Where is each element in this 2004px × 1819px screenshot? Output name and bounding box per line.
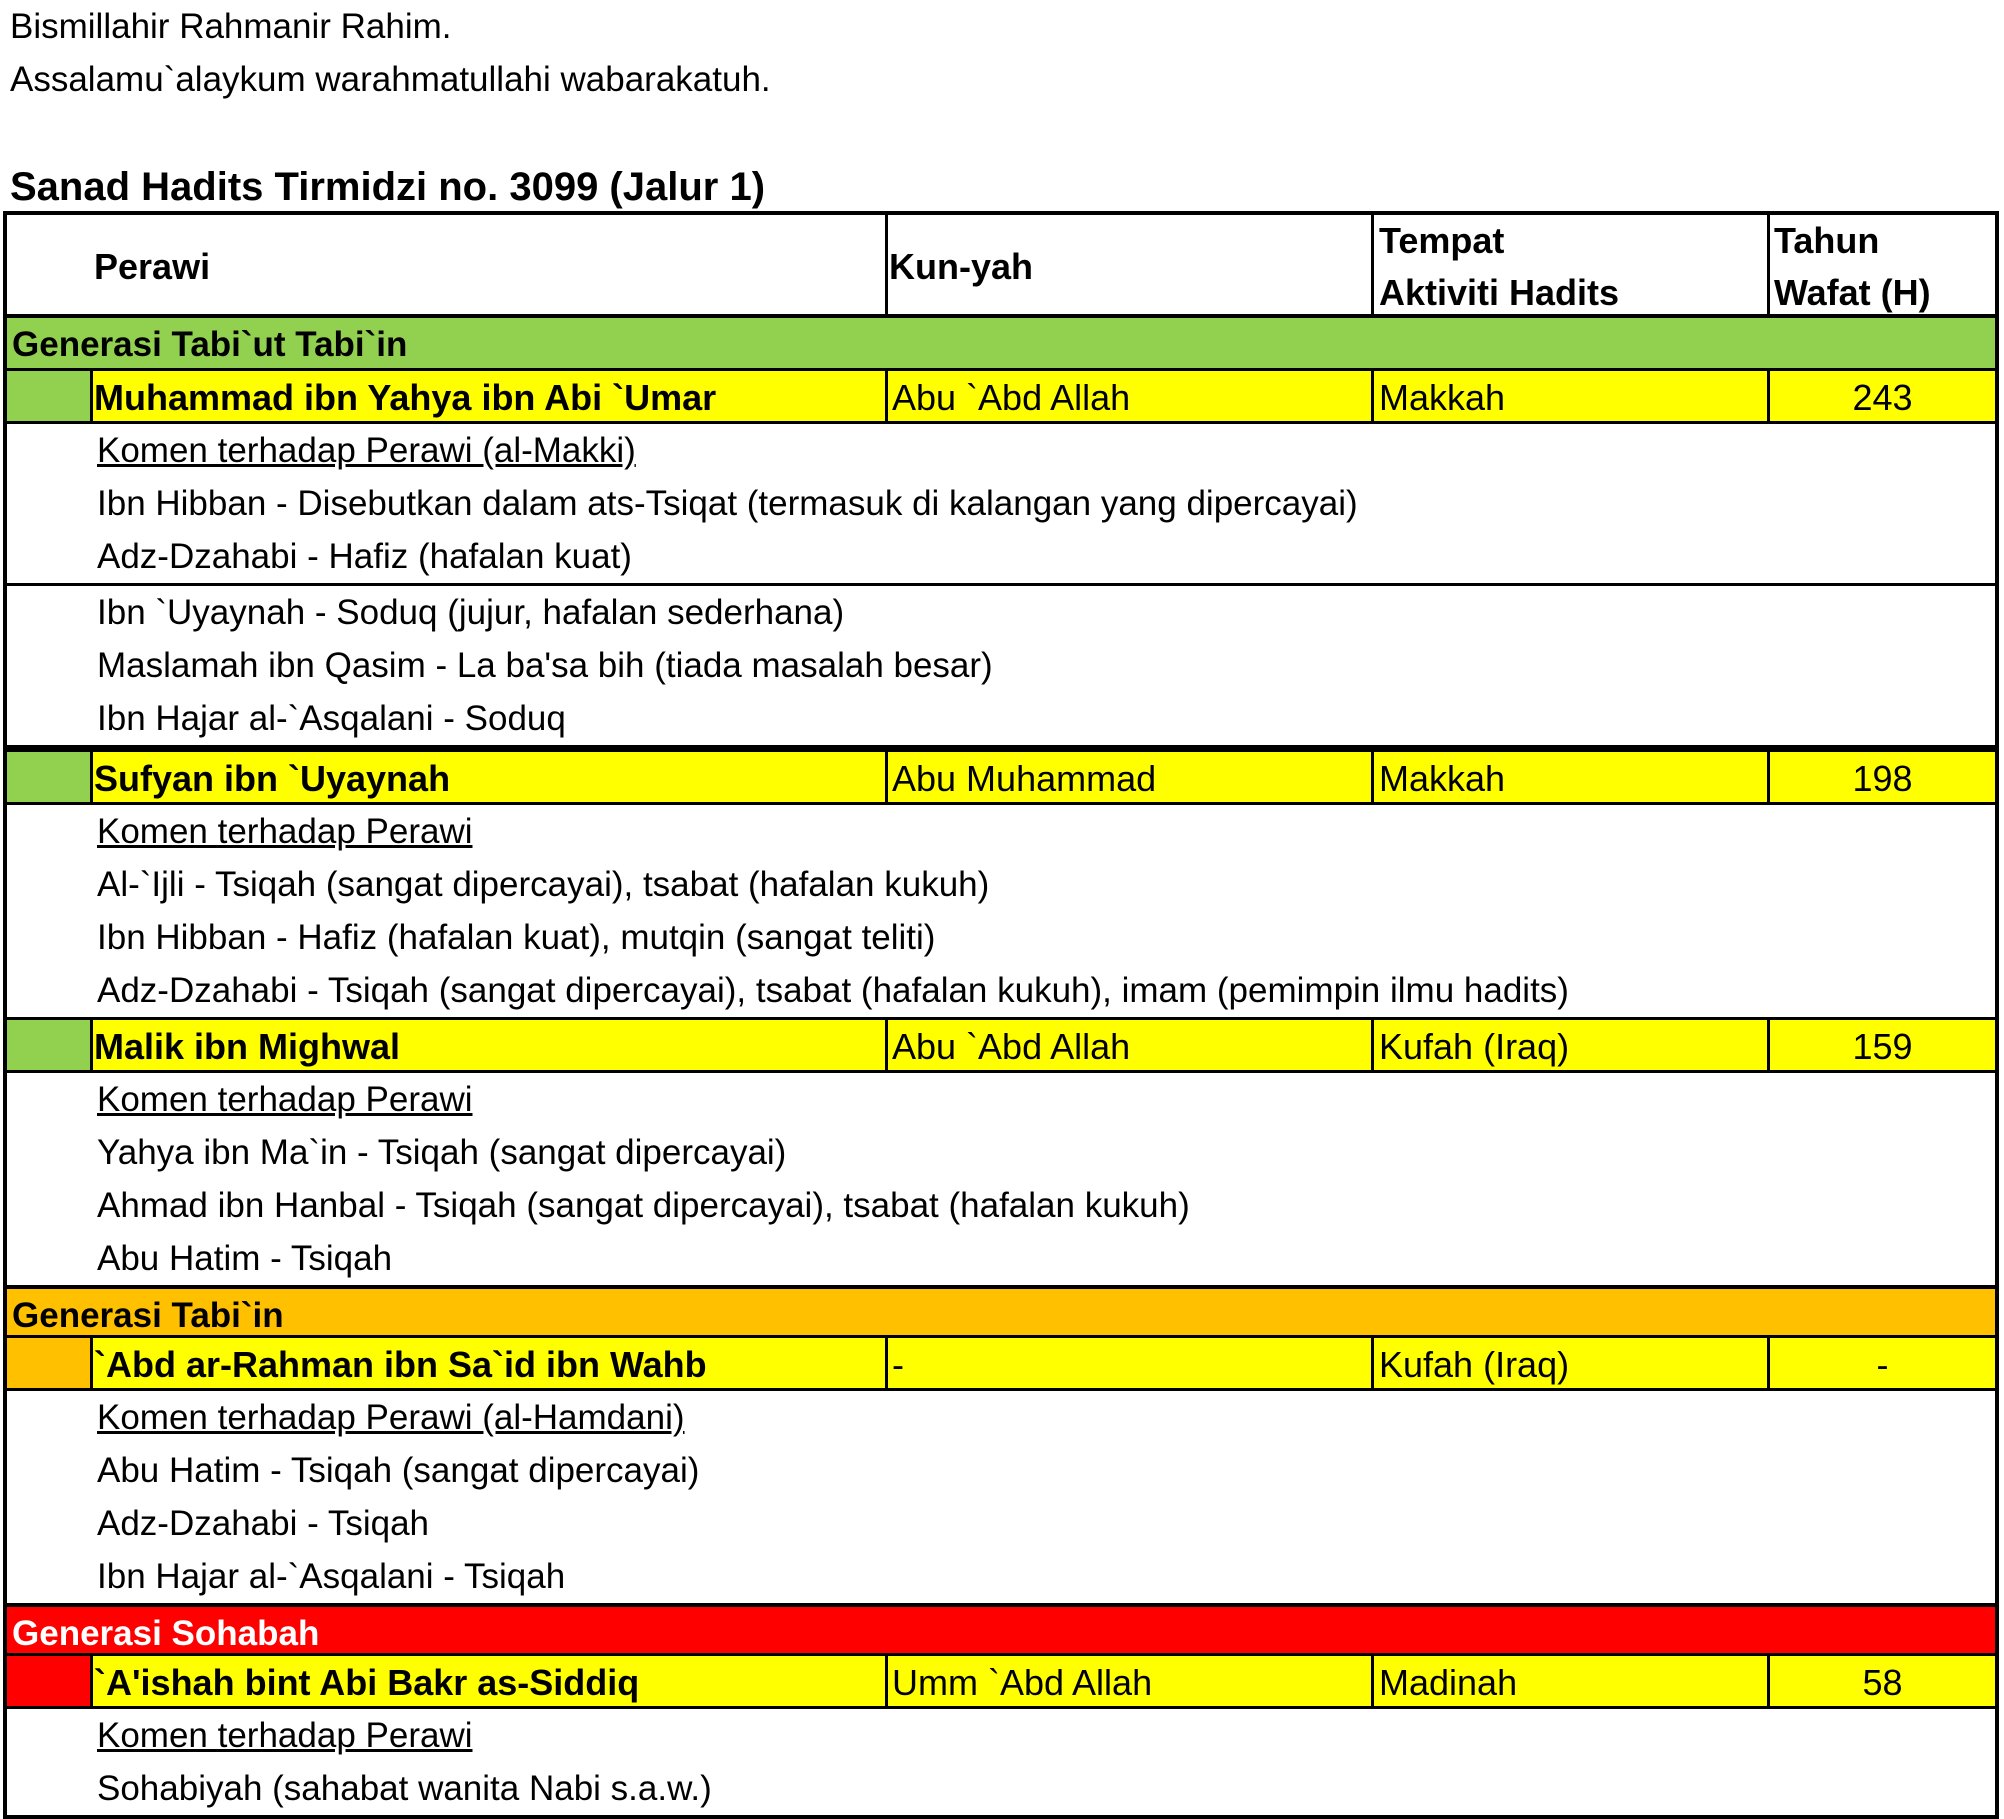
narrator-tempat: Kufah (Iraq) bbox=[1379, 1026, 1570, 1067]
comment-heading: Komen terhadap Perawi (al-Makki) bbox=[97, 431, 636, 470]
generation-swatch bbox=[7, 1338, 90, 1388]
narrator-tempat: Makkah bbox=[1379, 377, 1506, 418]
narrator-name: `A'ishah bint Abi Bakr as-Siddiq bbox=[94, 1662, 640, 1703]
generation-tabiut-tabiin: Generasi Tabi`ut Tabi`in bbox=[7, 318, 1995, 371]
intro-line-1: Bismillahir Rahmanir Rahim. bbox=[10, 7, 452, 46]
generation-swatch bbox=[7, 371, 90, 421]
comment-line: Ibn Hibban - Disebutkan dalam ats-Tsiqat (termasuk di kalangan yang dipercayai) bbox=[97, 484, 1358, 523]
comment-line: Adz-Dzahabi - Tsiqah (sangat dipercayai), tsabat (hafalan kukuh), imam (pemimpin ilmu hadits) bbox=[97, 971, 1569, 1010]
narrator-row bbox=[7, 371, 1995, 424]
comment-line: Sohabiyah (sahabat wanita Nabi s.a.w.) bbox=[97, 1769, 712, 1808]
comment-line: Maslamah ibn Qasim - La ba'sa bih (tiada masalah besar) bbox=[97, 646, 993, 685]
narrator-comments bbox=[7, 1073, 1995, 1285]
comment-line: Yahya ibn Ma`in - Tsiqah (sangat dipercayai) bbox=[97, 1133, 787, 1172]
sanad-table bbox=[3, 211, 1999, 1819]
comment-heading: Komen terhadap Perawi bbox=[97, 1716, 473, 1755]
comment-line: Ibn Hajar al-`Asqalani - Tsiqah bbox=[97, 1557, 566, 1596]
narrator-name: Muhammad ibn Yahya ibn Abi `Umar bbox=[94, 377, 717, 418]
narrator-comments bbox=[7, 424, 1995, 586]
narrator-tahun: 198 bbox=[1852, 758, 1913, 799]
narrator-row bbox=[7, 1020, 1995, 1073]
generation-swatch bbox=[7, 1656, 90, 1706]
comment-line: Ibn Hibban - Hafiz (hafalan kuat), mutqin (sangat teliti) bbox=[97, 918, 936, 957]
header-tempat bbox=[1379, 215, 1619, 314]
generation-tabiin: Generasi Tabi`in bbox=[7, 1285, 1995, 1338]
narrator-name: Sufyan ibn `Uyaynah bbox=[94, 758, 451, 799]
comment-line: Abu Hatim - Tsiqah bbox=[97, 1239, 393, 1278]
narrator-kunyah: - bbox=[892, 1344, 904, 1385]
page-title: Sanad Hadits Tirmidzi no. 3099 (Jalur 1) bbox=[10, 165, 766, 209]
comment-line: Ibn `Uyaynah - Soduq (jujur, hafalan sederhana) bbox=[97, 593, 845, 632]
generation-sohabah: Generasi Sohabah bbox=[7, 1603, 1995, 1656]
header-tempat-line1: Tempat bbox=[1379, 220, 1505, 261]
narrator-tempat: Madinah bbox=[1379, 1662, 1518, 1703]
header-kunyah: Kun-yah bbox=[889, 246, 1033, 287]
comment-heading: Komen terhadap Perawi bbox=[97, 1080, 473, 1119]
narrator-row bbox=[7, 752, 1995, 805]
narrator-kunyah: Abu `Abd Allah bbox=[892, 377, 1131, 418]
intro-line-2: Assalamu`alaykum warahmatullahi wabarakatuh. bbox=[10, 60, 771, 99]
header-perawi: Perawi bbox=[94, 246, 211, 287]
narrator-kunyah: Abu `Abd Allah bbox=[892, 1026, 1131, 1067]
table-header bbox=[7, 211, 1995, 318]
narrator-kunyah: Abu Muhammad bbox=[892, 758, 1157, 799]
generation-swatch bbox=[7, 752, 90, 802]
header-tahun-line2: Wafat (H) bbox=[1774, 272, 1931, 313]
header-tahun-line1: Tahun bbox=[1774, 220, 1880, 261]
comment-line: Adz-Dzahabi - Tsiqah bbox=[97, 1504, 430, 1543]
narrator-tahun: 58 bbox=[1862, 1662, 1903, 1703]
header-tahun bbox=[1774, 215, 1931, 314]
comment-line: Abu Hatim - Tsiqah (sangat dipercayai) bbox=[97, 1451, 700, 1490]
narrator-name: Malik ibn Mighwal bbox=[94, 1026, 401, 1067]
narrator-tempat: Kufah (Iraq) bbox=[1379, 1344, 1570, 1385]
narrator-tempat: Makkah bbox=[1379, 758, 1506, 799]
generation-swatch bbox=[7, 1020, 90, 1070]
comment-heading: Komen terhadap Perawi (al-Hamdani) bbox=[97, 1398, 685, 1437]
comment-line: Ahmad ibn Hanbal - Tsiqah (sangat dipercayai), tsabat (hafalan kukuh) bbox=[97, 1186, 1190, 1225]
narrator-comments-continued bbox=[7, 586, 1995, 752]
narrator-comments bbox=[7, 805, 1995, 1020]
narrator-name: `Abd ar-Rahman ibn Sa`id ibn Wahb bbox=[94, 1344, 707, 1385]
narrator-comments bbox=[7, 1391, 1995, 1603]
comment-line: Ibn Hajar al-`Asqalani - Soduq bbox=[97, 699, 566, 738]
narrator-tahun: - bbox=[1876, 1344, 1889, 1385]
narrator-tahun: 159 bbox=[1852, 1026, 1913, 1067]
comment-line: Al-`Ijli - Tsiqah (sangat dipercayai), tsabat (hafalan kukuh) bbox=[97, 865, 990, 904]
narrator-row bbox=[7, 1338, 1995, 1391]
header-tempat-line2: Aktiviti Hadits bbox=[1379, 272, 1620, 313]
comment-heading: Komen terhadap Perawi bbox=[97, 812, 473, 851]
narrator-kunyah: Umm `Abd Allah bbox=[892, 1662, 1153, 1703]
narrator-tahun: 243 bbox=[1852, 377, 1913, 418]
narrator-row bbox=[7, 1656, 1995, 1709]
narrator-comments bbox=[7, 1709, 1995, 1815]
comment-line: Adz-Dzahabi - Hafiz (hafalan kuat) bbox=[97, 537, 632, 576]
